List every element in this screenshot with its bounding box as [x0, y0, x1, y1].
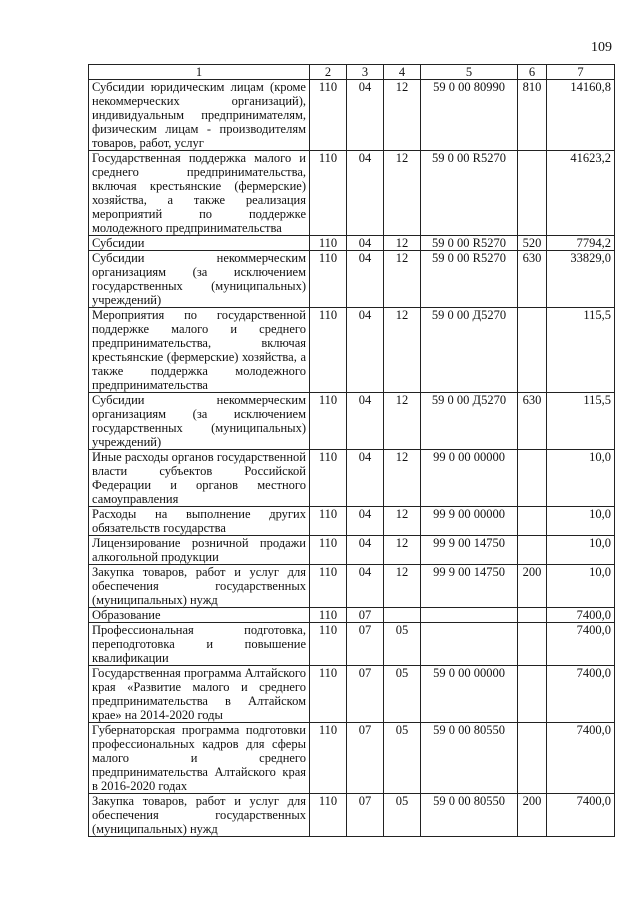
row-code-4: 12: [384, 251, 421, 308]
row-code-4: 05: [384, 623, 421, 666]
row-code-2: 110: [310, 608, 347, 623]
row-expense-type: [518, 507, 547, 536]
row-description: Субсидии: [89, 236, 310, 251]
row-expense-type: 810: [518, 80, 547, 151]
row-amount: 10,0: [547, 507, 615, 536]
row-code-4: 12: [384, 80, 421, 151]
row-expense-type: 200: [518, 565, 547, 608]
row-description: Закупка товаров, работ и услуг для обеспечения государственных (муниципальных) нужд: [89, 794, 310, 837]
row-code-3: 04: [347, 308, 384, 393]
row-amount: 10,0: [547, 536, 615, 565]
row-description: Лицензирование розничной продажи алкогольной продукции: [89, 536, 310, 565]
row-expense-type: [518, 723, 547, 794]
row-code-3: 04: [347, 536, 384, 565]
row-code-2: 110: [310, 794, 347, 837]
header-cell: 1: [89, 65, 310, 80]
row-code-2: 110: [310, 393, 347, 450]
row-description: Иные расходы органов государственной власти субъектов Российской Федерации и органов местного самоуправления: [89, 450, 310, 507]
table-row: [89, 393, 615, 450]
row-amount: 115,5: [547, 308, 615, 393]
header-cell: 5: [421, 65, 518, 80]
header-cell: 4: [384, 65, 421, 80]
row-target-code: 99 9 00 00000: [421, 507, 518, 536]
row-description: Субсидии некоммерческим организациям (за исключением государственных (муниципальных) учреждений): [89, 393, 310, 450]
row-target-code: 59 0 00 80550: [421, 723, 518, 794]
row-target-code: 59 0 00 R5270: [421, 236, 518, 251]
row-target-code: 99 9 00 14750: [421, 536, 518, 565]
row-description: Закупка товаров, работ и услуг для обеспечения государственных (муниципальных) нужд: [89, 565, 310, 608]
header-cell: 2: [310, 65, 347, 80]
row-code-2: 110: [310, 236, 347, 251]
row-code-3: 07: [347, 623, 384, 666]
row-amount: 10,0: [547, 450, 615, 507]
table-row: [89, 450, 615, 507]
row-amount: 7400,0: [547, 723, 615, 794]
row-expense-type: [518, 666, 547, 723]
row-target-code: 59 0 00 R5270: [421, 251, 518, 308]
table-row: [89, 723, 615, 794]
table-row: [89, 666, 615, 723]
table-row: [89, 80, 615, 151]
table-row: [89, 565, 615, 608]
row-amount: 33829,0: [547, 251, 615, 308]
row-code-3: 04: [347, 450, 384, 507]
row-target-code: [421, 623, 518, 666]
row-code-2: 110: [310, 507, 347, 536]
row-code-3: 07: [347, 794, 384, 837]
row-code-3: 07: [347, 608, 384, 623]
row-code-3: 04: [347, 565, 384, 608]
table-row: [89, 507, 615, 536]
row-expense-type: [518, 608, 547, 623]
row-code-2: 110: [310, 308, 347, 393]
row-target-code: 59 0 00 Д5270: [421, 308, 518, 393]
row-code-2: 110: [310, 80, 347, 151]
row-code-3: 04: [347, 507, 384, 536]
row-expense-type: [518, 623, 547, 666]
row-code-4: 12: [384, 308, 421, 393]
row-amount: 41623,2: [547, 151, 615, 236]
row-amount: 7400,0: [547, 623, 615, 666]
row-code-4: 12: [384, 565, 421, 608]
row-code-3: 04: [347, 80, 384, 151]
table-row: [89, 251, 615, 308]
row-expense-type: [518, 308, 547, 393]
row-expense-type: [518, 536, 547, 565]
row-code-4: 05: [384, 794, 421, 837]
row-description: Губернаторская программа подготовки профессиональных кадров для сферы малого и среднего предпринимательства Алтайского края в 2016-2020 годах: [89, 723, 310, 794]
header-cell: 7: [547, 65, 615, 80]
table-row: [89, 236, 615, 251]
row-expense-type: 630: [518, 393, 547, 450]
budget-table: [88, 64, 615, 837]
row-code-4: 12: [384, 507, 421, 536]
row-code-2: 110: [310, 666, 347, 723]
row-code-4: 12: [384, 236, 421, 251]
row-code-2: 110: [310, 536, 347, 565]
table-row: [89, 794, 615, 837]
row-code-3: 04: [347, 151, 384, 236]
row-target-code: 59 0 00 80550: [421, 794, 518, 837]
row-code-4: 12: [384, 450, 421, 507]
row-target-code: 59 0 00 00000: [421, 666, 518, 723]
row-target-code: 59 0 00 Д5270: [421, 393, 518, 450]
row-description: Государственная программа Алтайского края «Развитие малого и среднего предпринимательства в Алтайском крае» на 2014-2020 годы: [89, 666, 310, 723]
row-code-2: 110: [310, 623, 347, 666]
row-code-3: 04: [347, 251, 384, 308]
row-code-2: 110: [310, 565, 347, 608]
row-target-code: 99 0 00 00000: [421, 450, 518, 507]
row-amount: 7400,0: [547, 794, 615, 837]
row-code-4: 12: [384, 393, 421, 450]
row-target-code: 59 0 00 R5270: [421, 151, 518, 236]
row-amount: 7794,2: [547, 236, 615, 251]
table-row: [89, 151, 615, 236]
row-expense-type: 520: [518, 236, 547, 251]
row-description: Расходы на выполнение других обязательств государства: [89, 507, 310, 536]
row-amount: 7400,0: [547, 666, 615, 723]
row-amount: 10,0: [547, 565, 615, 608]
row-description: Образование: [89, 608, 310, 623]
row-target-code: 99 9 00 14750: [421, 565, 518, 608]
row-code-3: 04: [347, 236, 384, 251]
table-row: [89, 308, 615, 393]
row-description: Государственная поддержка малого и среднего предпринимательства, включая крестьянские (фермерские) хозяйства, а также реализация мероприятий по поддержке молодежного предпринимательства: [89, 151, 310, 236]
row-code-3: 07: [347, 723, 384, 794]
row-code-3: 07: [347, 666, 384, 723]
row-expense-type: 200: [518, 794, 547, 837]
row-description: Профессиональная подготовка, переподготовка и повышение квалификации: [89, 623, 310, 666]
header-row: [89, 65, 615, 80]
page-number: 109: [591, 40, 612, 55]
header-cell: 6: [518, 65, 547, 80]
row-code-2: 110: [310, 251, 347, 308]
row-amount: 115,5: [547, 393, 615, 450]
row-expense-type: [518, 151, 547, 236]
row-expense-type: [518, 450, 547, 507]
row-code-4: 12: [384, 151, 421, 236]
row-description: Мероприятия по государственной поддержке малого и среднего предпринимательства, включая крестьянские (фермерские) хозяйства, а также поддержка молодежного предпринимательства: [89, 308, 310, 393]
row-code-4: 05: [384, 723, 421, 794]
row-amount: 14160,8: [547, 80, 615, 151]
row-description: Субсидии юридическим лицам (кроме некоммерческих организаций), индивидуальным предпринимателям, физическим лицам - производителям товаров, работ, услуг: [89, 80, 310, 151]
table-row: [89, 608, 615, 623]
table-row: [89, 623, 615, 666]
row-code-4: [384, 608, 421, 623]
table-row: [89, 536, 615, 565]
row-code-2: 110: [310, 151, 347, 236]
row-target-code: 59 0 00 80990: [421, 80, 518, 151]
row-description: Субсидии некоммерческим организациям (за исключением государственных (муниципальных) учреждений): [89, 251, 310, 308]
header-cell: 3: [347, 65, 384, 80]
row-code-4: 12: [384, 536, 421, 565]
row-expense-type: 630: [518, 251, 547, 308]
row-code-3: 04: [347, 393, 384, 450]
row-code-2: 110: [310, 723, 347, 794]
row-target-code: [421, 608, 518, 623]
row-code-4: 05: [384, 666, 421, 723]
row-code-2: 110: [310, 450, 347, 507]
row-amount: 7400,0: [547, 608, 615, 623]
